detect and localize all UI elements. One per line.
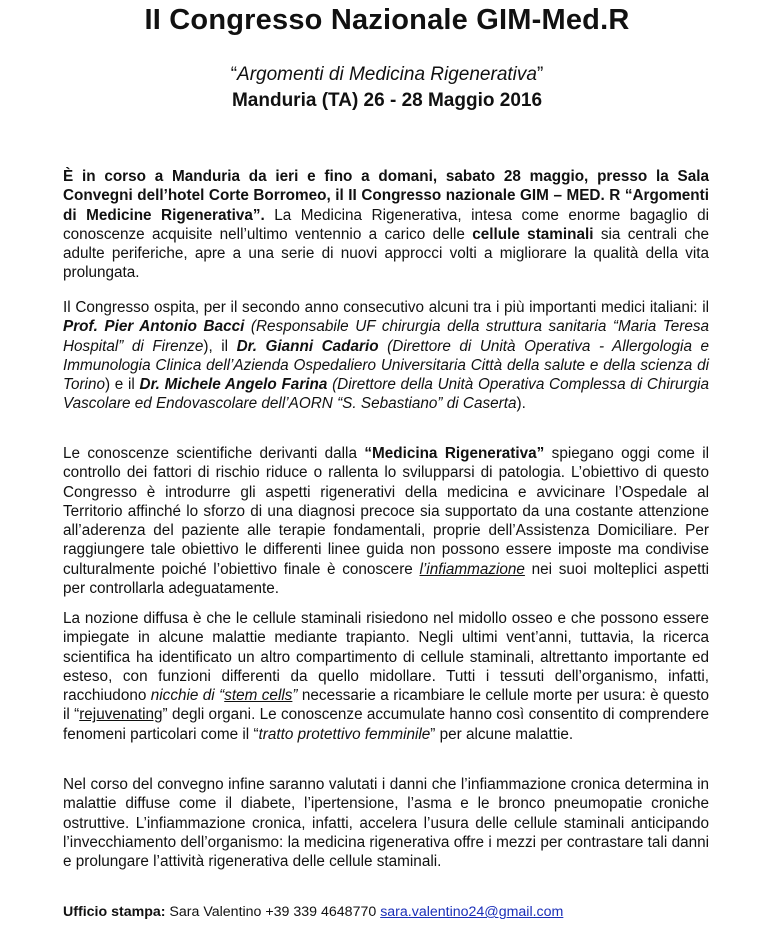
paragraph-stem-cells: La nozione diffusa è che le cellule staminali risiedono nel midollo osseo e che possono essere impiegate in alcune malattie mediante trapianto. Negli ultimi vent’anni, tuttavia, la ricerca scientifica ha identificato un altro compartimento di cellule staminali, altrettanto importante ed esteso, con funzioni differenti da quello midollare. Tutti i tessuti dell’organismo, infatti, racchiudono nicchie di “stem cells” necessarie a ricambiare le cellule morte per usura: è questo il “rejuvenating” degli organi. Le conoscenze accumulate hanno così consentito di comprendere fenomeni particolari come il “tratto protettivo femminile” per alcune malattie. (63, 610, 709, 743)
speaker-name: Dr. Michele Angelo Farina (139, 376, 328, 394)
location-date: Manduria (TA) 26 - 28 Maggio 2016 (231, 90, 543, 111)
document-subtitle: “Argomenti di Medicina Rigenerativa” (230, 64, 544, 85)
paragraph-conclusion: Nel corso del convegno infine saranno valutati i danni che l’infiammazione cronica determina in malattie diffuse come il diabete, l’ipertensione, l’asma e le bronco pneumopatie croniche ostruttive. L’infiammazione cronica, infatti, accelera l’usura delle cellule staminali anticipando l’invecchiamento dell’organismo: la medicina rigenerativa offre i mezzi per contrastare tali danni e prolungare l’attività rigenerativa delle cellule staminali. (63, 776, 709, 871)
document-title: II Congresso Nazionale GIM-Med.R (144, 4, 630, 36)
press-office-label: Ufficio stampa: (63, 904, 166, 920)
speaker-name: Dr. Gianni Cadario (236, 337, 379, 355)
paragraph-objective: Le conoscenze scientifiche derivanti dalla “Medicina Rigenerativa” spiegano oggi come il controllo dei fattori di rischio riduce o rallenta lo svilupparsi di patologia. L’obiettivo di questo Congresso è introdurre gli aspetti rigenerativi della medicina e avvicinare l’Ospedale al Territorio affinché lo sforzo di una diagnosi precoce sia supportato da una costante attenzione all’aderenza del paziente alle terapie fondamentali, proprie dell’Assistenza Domiciliare. Per raggiungere tale obiettivo le differenti linee guida non possono essere imposte ma condivise culturalmente poiché l’obiettivo finale è conoscere l’infiammazione nei suoi molteplici aspetti per controllarla adeguatamente. (63, 445, 710, 598)
paragraph-speakers: Il Congresso ospita, per il secondo anno consecutivo alcuni tra i più importanti medici italiani: il Prof. Pier Antonio Bacci (Responsabile UF chirurgia della struttura sanitaria “Maria Teresa Hospital” di Firenze), il Dr. Gianni Cadario (Direttore di Unità Operativa - Allergologia e Immunologia Clinica dell’Azienda Ospedaliero Universitaria Città della salute e della scienza di Torino) e il Dr. Michele Angelo Farina (Direttore della Unità Operativa Complessa di Chirurgia Vascolare ed Endovascolare dell’AORN “S. Sebastiano” di Caserta). (63, 299, 709, 413)
email-link[interactable]: sara.valentino24@gmail.com (380, 904, 564, 920)
press-contact: Sara Valentino +39 339 4648770 (165, 904, 381, 920)
press-office-footer (63, 904, 563, 920)
speaker-name: Prof. Pier Antonio Bacci (63, 318, 245, 336)
paragraph-intro: È in corso a Manduria da ieri e fino a domani, sabato 28 maggio, presso la Sala Convegni dell’hotel Corte Borromeo, il II Congresso nazionale GIM – MED. R “Argomenti di Medicine Rigenerativa”. La Medicina Rigenerativa, intesa come enorme bagaglio di conoscenze acquisite nell’ultimo ventennio a carico delle cellule staminali sia centrali che adulte periferiche, apre a una serie di nuovi approcci volti a migliorare la qualità della vita prolungata. (63, 168, 710, 282)
subtitle-text: Argomenti di Medicina Rigenerativa (237, 64, 537, 85)
